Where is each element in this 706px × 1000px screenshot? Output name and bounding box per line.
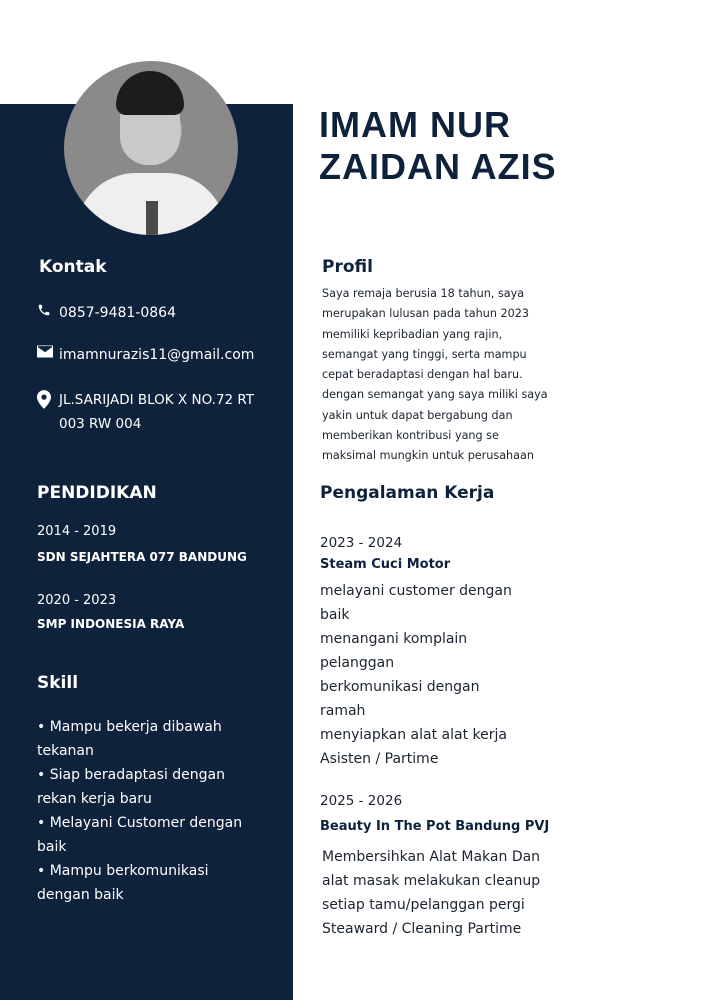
job-description xyxy=(320,579,512,771)
job-line: pelanggan xyxy=(320,655,395,671)
profile-line: cepat beradaptasi dengan hal baru. xyxy=(322,368,523,382)
job-line: baik xyxy=(320,607,350,623)
job-line: berkomunikasi dengan xyxy=(320,679,480,695)
phone-icon xyxy=(37,301,59,317)
skill-line: baik xyxy=(37,839,67,855)
profile-line: maksimal mungkin untuk perusahaan xyxy=(322,449,534,463)
email-address: imamnurazis11@gmail.com xyxy=(59,347,255,363)
contact-heading: Kontak xyxy=(39,257,107,277)
job-line: Asisten / Partime xyxy=(320,751,439,767)
job-line: menyiapkan alat alat kerja xyxy=(320,727,507,743)
profile-line: memiliki kepribadian yang rajin, xyxy=(322,327,503,341)
skills-list xyxy=(37,715,262,907)
phone-number: 0857-9481-0864 xyxy=(59,305,176,321)
contact-email xyxy=(37,343,254,367)
photo-tie xyxy=(146,201,158,235)
location-pin-icon xyxy=(37,388,59,409)
education-heading: PENDIDIKAN xyxy=(37,483,157,503)
profile-line: dengan semangat yang saya miliki saya xyxy=(322,388,548,402)
job-line: setiap tamu/pelanggan pergi xyxy=(322,897,525,913)
education-school: SMP INDONESIA RAYA xyxy=(37,617,185,631)
job-line: Steaward / Cleaning Partime xyxy=(322,921,522,937)
candidate-name xyxy=(319,104,557,188)
name-line-1: IMAM NUR xyxy=(319,104,511,145)
photo-hair xyxy=(116,71,184,115)
mail-icon xyxy=(37,343,59,358)
job-line: melayani customer dengan xyxy=(320,583,512,599)
job-company: Steam Cuci Motor xyxy=(320,557,451,572)
skill-line: tekanan xyxy=(37,743,94,759)
skill-line: • Siap beradaptasi dengan xyxy=(37,767,226,783)
profile-line: semangat yang tinggi, serta mampu xyxy=(322,347,527,361)
profile-line: memberikan kontribusi yang se xyxy=(322,429,499,443)
address-text xyxy=(59,388,254,436)
job-line: alat masak melakukan cleanup xyxy=(322,873,541,889)
job-years: 2025 - 2026 xyxy=(320,793,403,809)
job-years: 2023 - 2024 xyxy=(320,535,403,551)
skill-line: • Melayani Customer dengan xyxy=(37,815,243,831)
job-line: Membersihkan Alat Makan Dan xyxy=(322,849,541,865)
address-line-1: JL.SARIJADI BLOK X NO.72 RT xyxy=(59,392,255,408)
skill-line: • Mampu berkomunikasi xyxy=(37,863,209,879)
contact-phone xyxy=(37,301,176,325)
job-company: Beauty In The Pot Bandung PVJ xyxy=(320,819,550,834)
profile-text xyxy=(322,284,572,467)
skill-line: dengan baik xyxy=(37,887,124,903)
contact-address xyxy=(37,388,254,436)
experience-heading: Pengalaman Kerja xyxy=(320,483,495,503)
education-years: 2020 - 2023 xyxy=(37,593,117,608)
profile-photo xyxy=(64,61,238,235)
profile-line: merupakan lulusan pada tahun 2023 xyxy=(322,307,529,321)
job-line: ramah xyxy=(320,703,366,719)
profile-line: Saya remaja berusia 18 tahun, saya xyxy=(322,287,525,300)
education-years: 2014 - 2019 xyxy=(37,524,117,539)
address-line-2: 003 RW 004 xyxy=(59,416,142,432)
profile-line: yakin untuk dapat bergabung dan xyxy=(322,408,513,422)
skills-heading: Skill xyxy=(37,673,79,693)
job-line: menangani komplain xyxy=(320,631,468,647)
profile-heading: Profil xyxy=(322,257,373,277)
education-school: SDN SEJAHTERA 077 BANDUNG xyxy=(37,550,247,564)
job-description xyxy=(322,845,540,941)
skill-line: • Mampu bekerja dibawah xyxy=(37,719,222,735)
skill-line: rekan kerja baru xyxy=(37,791,152,807)
name-line-2: ZAIDAN AZIS xyxy=(319,146,557,187)
